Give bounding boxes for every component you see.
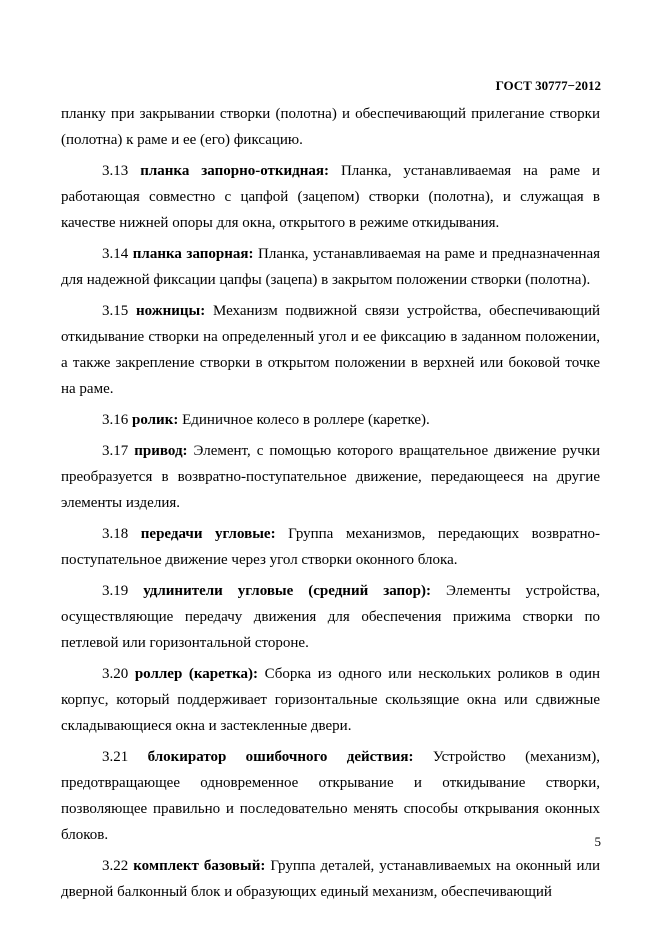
item-term: удлинители угловые (средний запор): — [143, 583, 431, 599]
item-definition: Сборка из одного или нескольких роликов в один корпус, который поддерживает горизонтальные скользящие окна или сдвижные складывающиеся окна и застекленные двери. — [61, 666, 601, 734]
item-number: 3.22 — [102, 858, 129, 874]
item-term: блокиратор ошибочного действия: — [147, 749, 414, 765]
item-number: 3.15 — [102, 303, 129, 319]
item-number: 3.14 — [102, 246, 129, 262]
continuation-paragraph: планку при закрывании створки (полотна) и обеспечивающий прилегание створки (полотна) к раме и ее (его) фиксацию. — [61, 106, 600, 148]
document-body — [61, 101, 600, 910]
item-definition: Планка, устанавливаемая на раме и работающая совместно с цапфой (зацепом) створки (полотна), и служащая в качестве нижней опоры для окна, открытого в режиме откидывания. — [61, 163, 601, 231]
item-term: роллер (каретка): — [134, 666, 259, 682]
item-term: передачи угловые: — [140, 526, 276, 542]
definition-item — [61, 661, 600, 739]
definition-item — [61, 158, 600, 236]
item-term: планка запорно-откидная: — [140, 163, 330, 179]
item-definition: Группа деталей, устанавливаемых на оконный или дверной балконный блок и образующих единый механизм, обеспечивающий — [61, 858, 601, 900]
item-term: комплект базовый: — [133, 858, 266, 874]
item-term: ролик: — [132, 412, 179, 428]
item-number: 3.19 — [102, 583, 129, 599]
item-definition: Элемент, с помощью которого вращательное движение ручки преобразуется в возвратно-поступательное движение, передающееся на другие элементы изделия. — [61, 443, 601, 511]
item-number: 3.13 — [102, 163, 129, 179]
item-definition: Механизм подвижной связи устройства, обеспечивающий откидывание створки на определенный угол и ее фиксацию в заданном положении, а также закрепление створки в открытом положении в верхней или боковой точке на раме. — [61, 303, 600, 397]
item-number: 3.20 — [102, 666, 129, 682]
definition-item — [61, 241, 600, 293]
item-number: 3.18 — [102, 526, 129, 542]
document-code-header: ГОСТ 30777−2012 — [495, 78, 601, 93]
definition-item — [61, 438, 600, 516]
definitions-list — [61, 158, 600, 905]
definition-item — [61, 521, 600, 573]
definition-item — [61, 853, 600, 905]
definition-item — [61, 407, 600, 433]
definition-item — [61, 744, 600, 848]
item-definition: Группа механизмов, передающих возвратно-поступательное движение через угол створки оконного блока. — [61, 526, 600, 568]
definition-item — [61, 578, 600, 656]
item-definition: Устройство (механизм), предотвращающее одновременное открывание и откидывание створки, позволяющее правильно и последовательно менять способы открывания оконных блоков. — [61, 749, 600, 843]
item-number: 3.21 — [102, 749, 129, 765]
item-term: планка запорная: — [132, 246, 254, 262]
item-definition: Планка, устанавливаемая на раме и предназначенная для надежной фиксации цапфы (зацепа) в закрытом положении створки (полотна). — [61, 246, 601, 288]
item-definition: Элементы устройства, осуществляющие передачу движения для обеспечения прижима створки по петлевой или горизонтальной стороне. — [61, 583, 601, 651]
item-number: 3.17 — [102, 443, 129, 459]
definition-item — [61, 298, 600, 402]
item-number: 3.16 — [102, 412, 129, 428]
item-term: ножницы: — [135, 303, 206, 319]
item-term: привод: — [134, 443, 188, 459]
page-number: 5 — [594, 834, 601, 849]
item-definition: Единичное колесо в роллере (каретке). — [182, 412, 430, 428]
